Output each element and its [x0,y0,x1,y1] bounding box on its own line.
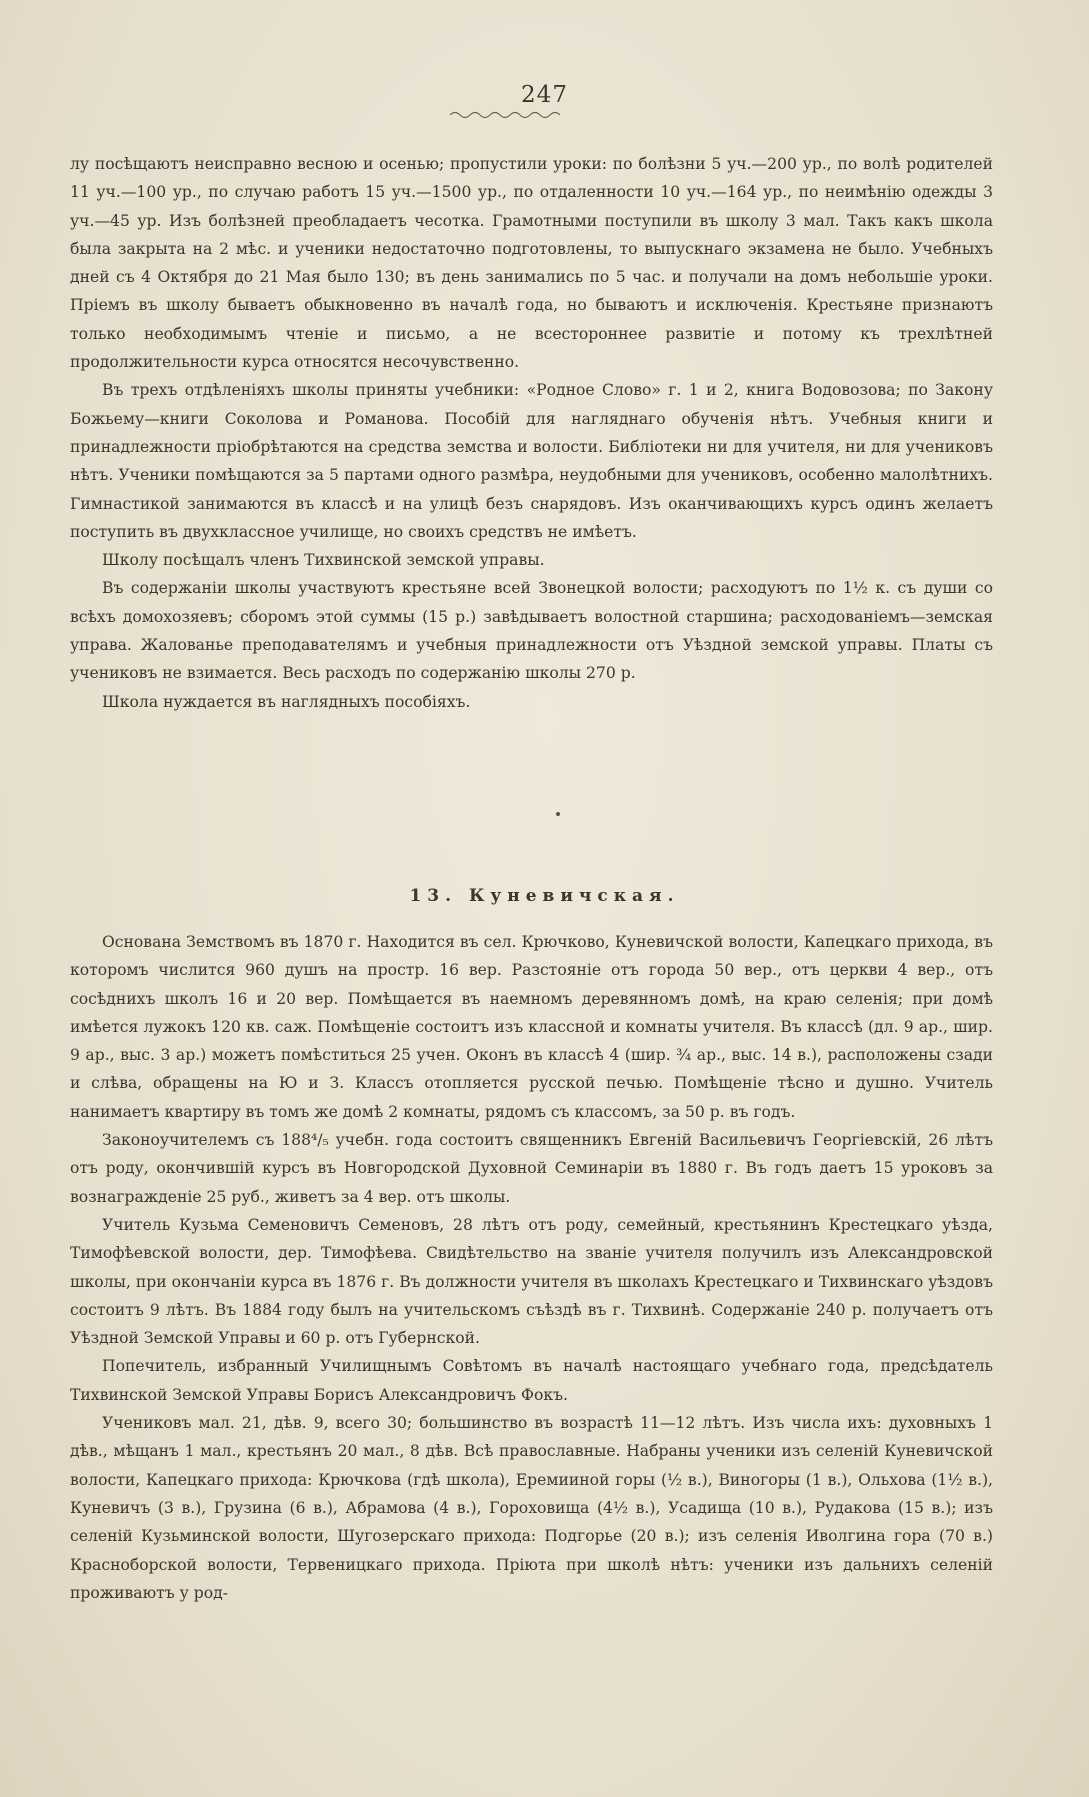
section-text [70,928,993,1607]
paragraph: Законоучителемъ съ 188⁴/₅ учебн. года состоитъ священникъ Евгеній Васильевичъ Георгіевскій, 26 лѣтъ отъ роду, окончившій курсъ въ Новгородской Духовной Семинаріи въ 1880 г. Въ годъ даетъ 15 уроковъ за вознагражденіе 25 руб., живетъ за 4 вер. отъ школы. [70,1131,993,1206]
paragraph: Учитель Кузьма Семеновичъ Семеновъ, 28 лѣтъ отъ роду, семейный, крестьянинъ Крестецкаго уѣзда, Тимофѣевской волости, дер. Тимофѣева. Свидѣтельство на званіе учителя получилъ изъ Александровской школы, при окончаніи курса въ 1876 г. Въ должности учителя въ школахъ Крестецкаго и Тихвинскаго уѣздовъ состоитъ 9 лѣтъ. Въ 1884 году былъ на учительскомъ съѣздѣ въ г. Тихвинѣ. Содержаніе 240 р. получаетъ отъ Уѣздной Земской Управы и 60 р. отъ Губернской. [70,1215,993,1348]
paragraph: Учениковъ мал. 21, дѣв. 9, всего 30; большинство въ возрастѣ 11—12 лѣтъ. Изъ числа ихъ: духовныхъ 1 дѣв., мѣщанъ 1 мал., крестьянъ 20 мал., 8 дѣв. Всѣ православные. Набраны ученики изъ селеній Куневичской волости, Капецкаго прихода: Крючкова (гдѣ школа), Еремииной горы (½ в.), Виногоры (1 в.), Ольхова (1½ в.), Куневичъ (3 в.), Грузина (6 в.), Абрамова (4 в.), Гороховища (4½ в.), Усадища (10 в.), Рудакова (15 в.); изъ селеній Кузьминской волости, Шугозерскаго прихода: Подгорье (20 в.); изъ селенія Иволгина гора (70 в.) Краснoборской волости, Тервеницкаго прихода. Пріюта при школѣ нѣтъ: ученики изъ дальнихъ селеній проживаютъ у род- [70,1414,993,1602]
section-heading: 13. Куневичская. [409,886,680,906]
paragraph: Школа нуждается въ наглядныхъ пособіяхъ. [102,692,471,711]
paragraph: Попечитель, избранный Училищнымъ Совѣтомъ въ началѣ настоящаго учебнаго года, предсѣдатель Тихвинской Земской Управы Борисъ Александровичъ Фокъ. [70,1357,993,1404]
paragraph: Школу посѣщалъ членъ Тихвинской земской управы. [102,551,545,570]
paragraph: лу посѣщаютъ неисправно весною и осенью; пропустили уроки: по болѣзни 5 уч.—200 ур., по волѣ родителей 11 уч.—100 ур., по случаю работъ 15 уч.—1500 ур., по отдаленности 10 уч.—164 ур., по неимѣнію одежды 3 уч.—45 ур. Изъ болѣзней преобладаетъ чесотка. Грамотными поступили въ школу 3 мал. Такъ какъ школа была закрыта на 2 мѣс. и ученики недостаточно подготовлены, то выпускнаго экзамена не было. Учебныхъ дней съ 4 Октября до 21 Мая было 130; въ день занимались по 5 час. и получали на домъ небольшіе уроки. Пріемъ въ школу бываетъ обыкновенно въ началѣ года, но бываютъ и исключенія. Крестьяне признаютъ только необходимымъ чтеніе и письмо, а не всестороннее развитіе и потому къ трехлѣтней продолжительности курса относятся несочувственно. [70,155,993,372]
paragraph: Въ содержаніи школы участвуютъ крестьяне всей Звонецкой волости; расходуютъ по 1½ к. съ души со всѣхъ домохозяевъ; сборомъ этой суммы (15 р.) завѣдываетъ волостной старшина; расходованіемъ—земская управа. Жалованье преподавателямъ и учебныя принадлежности отъ Уѣздной земской управы. Платы съ учениковъ не взимается. Весь расходъ по содержанію школы 270 р. [70,579,993,683]
paragraph: Въ трехъ отдѣленіяхъ школы приняты учебники: «Родное Слово» г. 1 и 2, книга Водовозова; по Закону Божьему—книги Соколова и Романова. Пособій для нагляднаго обученія нѣтъ. Учебныя книги и принадлежности пріобрѣтаются на средства земства и волости. Библіотеки ни для учителя, ни для учениковъ нѣтъ. Ученики помѣщаются за 5 партами одного размѣра, неудобными для учениковъ, особенно малолѣтнихъ. Гимнастикой занимаются въ классѣ и на улицѣ безъ снарядовъ. Изъ оканчивающихъ курсъ одинъ желаетъ поступить въ двухклассное училище, но своихъ средствъ не имѣетъ. [70,381,993,541]
ornament-divider [450,110,560,120]
page-number: 247 [521,82,568,108]
paragraph: Основана Земствомъ въ 1870 г. Находится въ сел. Крючково, Куневичской волости, Капецкаго прихода, въ которомъ числится 960 душъ на простр. 16 вер. Разстояніе отъ города 50 вер., отъ церкви 4 вер., отъ сосѣднихъ школъ 16 и 20 вер. Помѣщается въ наемномъ деревянномъ домѣ, на краю селенія; при домѣ имѣется лужокъ 120 кв. саж. Помѣщеніе состоитъ изъ классной и комнаты учителя. Въ классѣ (дл. 9 ар., шир. 9 ар., выс. 3 ар.) можетъ помѣститься 25 учен. Оконъ въ классѣ 4 (шир. ¾ ар., выс. 14 в.), расположены сзади и слѣва, обращены на Ю и З. Классъ отопляется русской печью. Помѣщеніе тѣсно и душно. Учитель нанимаетъ квартиру въ томъ же домѣ 2 комнаты, рядомъ съ классомъ, за 50 р. въ годъ. [70,933,993,1121]
paper-speck [556,812,560,816]
section-text-continued [70,150,993,716]
